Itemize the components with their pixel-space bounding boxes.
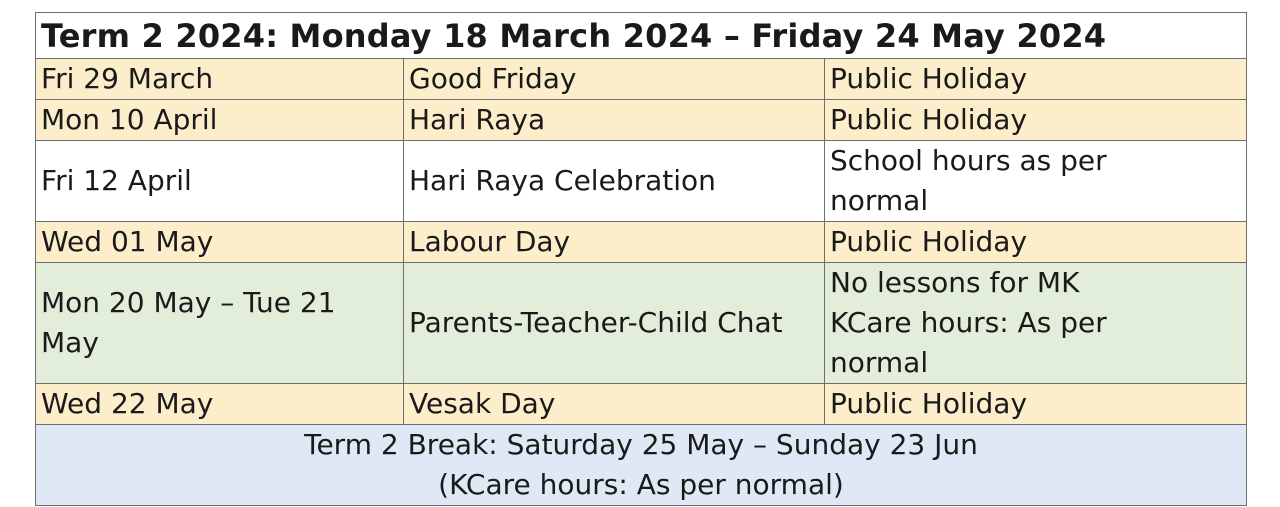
break-row <box>36 425 1247 506</box>
table-title: Term 2 2024: Monday 18 March 2024 – Friday 24 May 2024 <box>36 13 1247 59</box>
kcare-hours-line: (KCare hours: As per normal) <box>438 468 844 501</box>
note-cell: Public Holiday <box>825 222 1247 263</box>
note-cell: Public Holiday <box>825 59 1247 100</box>
table-row <box>36 384 1247 425</box>
table-row <box>36 222 1247 263</box>
note-cell: Public Holiday <box>825 100 1247 141</box>
table-row <box>36 141 1247 222</box>
table-row <box>36 100 1247 141</box>
date-cell: Mon 10 April <box>36 100 404 141</box>
note-cell: No lessons for MK KCare hours: As per normal <box>825 263 1247 384</box>
event-cell: Labour Day <box>404 222 825 263</box>
date-cell: Wed 22 May <box>36 384 404 425</box>
event-cell: Good Friday <box>404 59 825 100</box>
term-calendar-table <box>35 12 1247 506</box>
event-cell: Vesak Day <box>404 384 825 425</box>
term-break-cell <box>36 425 1247 506</box>
date-cell: Fri 12 April <box>36 141 404 222</box>
event-cell: Hari Raya Celebration <box>404 141 825 222</box>
table-row <box>36 59 1247 100</box>
term-break-line: Term 2 Break: Saturday 25 May – Sunday 23 Jun <box>304 428 978 461</box>
note-cell: Public Holiday <box>825 384 1247 425</box>
date-cell: Mon 20 May – Tue 21 May <box>36 263 404 384</box>
event-cell: Hari Raya <box>404 100 825 141</box>
date-cell: Fri 29 March <box>36 59 404 100</box>
date-cell: Wed 01 May <box>36 222 404 263</box>
table-row <box>36 263 1247 384</box>
note-cell: School hours as per normal <box>825 141 1247 222</box>
event-cell: Parents-Teacher-Child Chat <box>404 263 825 384</box>
